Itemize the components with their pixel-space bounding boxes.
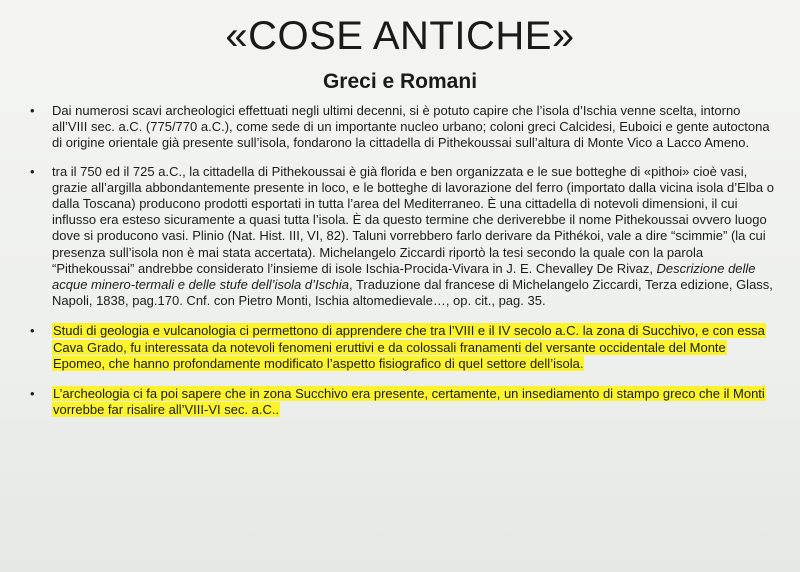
bullet-text-italic-title: Descrizione delle acque minero-termali e delle stufe dell’isola d’Ischia [52, 260, 756, 293]
bullet-dot-icon: • [30, 386, 35, 402]
bullet-item-highlighted [30, 323, 775, 372]
bullet-text-part: , Traduzione dal francese di Michelangelo Ziccardi, Terza edizione, Glass, Napoli, 1838, pag.170. Cnf. con Pietro Monti, Ischia altomedievale…, op. cit., pag. 35. [52, 277, 773, 309]
bullet-list [30, 103, 775, 432]
bullet-dot-icon: • [30, 323, 35, 339]
bullet-item-highlighted [30, 386, 775, 418]
bullet-text [52, 386, 775, 418]
bullet-dot-icon: • [30, 163, 35, 179]
bullet-text: Dai numerosi scavi archeologici effettuati negli ultimi decenni, si è potuto capire che l’isola d’Ischia venne scelta, intorno all’VIII sec. a.C. (775/770 a.C.), come sede di un importante nucleo urbano; coloni greci Calcidesi, Euboici e gente autoctona di origine orientale già presente sull’isola, fondarono la cittadella di Pithekoussai sull’altura di Monte Vico a Lacco Ameno. [52, 103, 770, 151]
bullet-text-part: tra il 750 ed il 725 a.C., la cittadella di Pithekoussai è già florida e ben organizzata e le sue botteghe di «pithoi» cioè vasi, grazie all’argilla abbondantemente presente in loco, e le botteghe di lavorazione del ferro (importato dalla vicina isola d’Elba o dalla Toscana) producono prodotti esportati in tutta l’area del Mediterraneo. È una cittadella di notevoli dimensioni, il cui influsso era esteso sicuramente a quasi tutta l’isola. È da questo termine che deriverebbe il nome Pithekoussai ovvero luogo dove si producono vasi. Plinio (Nat. Hist. III, VI, 82). Taluni vorrebbero farlo derivare da Pithékoi, vale a dire “scimmie” (la cui presenza sull’isola non è mai stata accertata). Michelangelo Ziccardi riportò la tesi secondo la quale con la parola “Pithekoussai” andrebbe considerato l’insieme di isole Ischia-Procida-Vivara in J. E. Chevalley De Rivaz, [52, 163, 774, 276]
bullet-dot-icon: • [30, 103, 35, 118]
slide-subtitle: Greci e Romani [322, 70, 478, 93]
bullet-text [52, 164, 775, 310]
bullet-item [30, 103, 775, 152]
bullet-item [30, 164, 775, 310]
slide-title: «COSE ANTICHE» [225, 14, 575, 58]
highlighted-text: L’archeologia ci fa poi sapere che in zona Succhivo era presente, certamente, un insediamento di stampo greco che il Monti vorrebbe far risalire all’VIII-VI sec. a.C.. [53, 386, 765, 418]
bullet-text [52, 323, 775, 372]
highlighted-text: Studi di geologia e vulcanologia ci permettono di apprendere che tra l’VIII e il IV secolo a.C. la zona di Succhivo, e con essa Cava Grado, fu interessata da notevoli fenomeni eruttivi e da colossali franamenti del versante occidentale del Monte Epomeo, che hanno profondamente modificato l’aspetto fisiografico di quel settore dell’isola. [53, 323, 765, 371]
